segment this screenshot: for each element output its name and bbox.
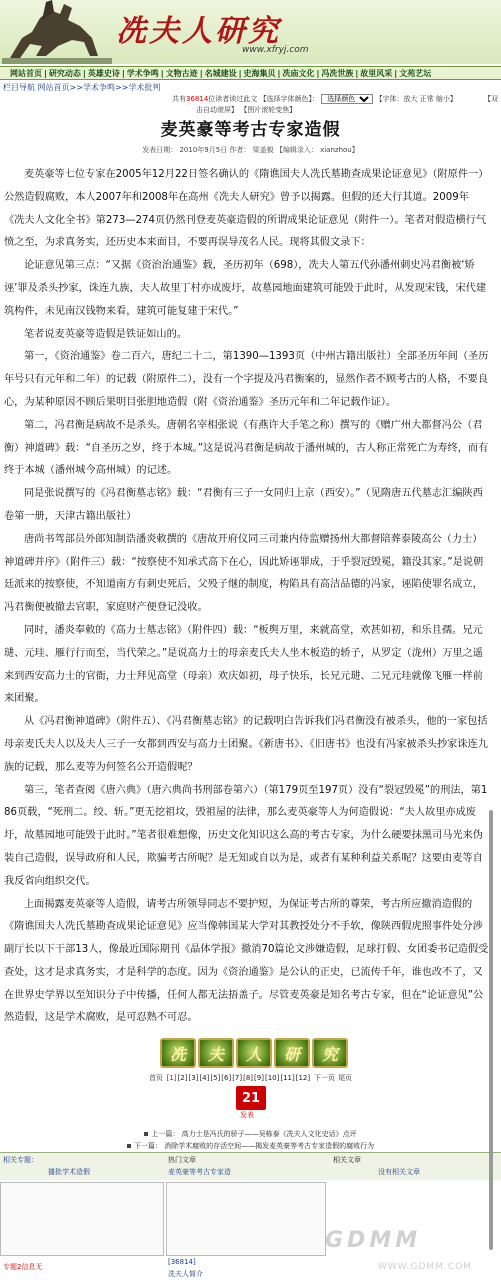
comment-label[interactable]: 发表 <box>240 1111 254 1119</box>
nav-item[interactable]: 学术争鸣 <box>126 68 159 78</box>
pager-page[interactable]: [7] <box>232 1074 243 1082</box>
article-paragraph: 第一，《资治通鉴》卷二百六，唐纪二十二，第1390—1393页（中州古籍出版社）全部圣历年间（圣历年号只有元年和二年）的记载（附原件二），没有一个字提及冯君衡案的，显然作者不顾考古的人格，不要良心，为某种原因不顾后果明目张胆地造假（附《资治通鉴》圣历元年和二年记载作证）。 <box>4 351 489 408</box>
nav-separator: | <box>160 68 164 78</box>
read-count: 36814 <box>186 95 209 103</box>
nav-separator: | <box>277 68 281 78</box>
pager-page[interactable]: [9] <box>254 1074 264 1082</box>
site-banner <box>0 0 501 64</box>
topic-info-empty: 专题2信息无 <box>3 1263 43 1271</box>
nav-separator: | <box>199 68 203 78</box>
article-paragraph: 论证意见第三点：“又据《资治治通鉴》载，圣历初年（698），冼夫人第五代孙潘州刺史冯君衡被‘矫诬’罪及杀头抄家，诛连九族，夫人故里丁村亦成废圩，故墓园地面建筑可能毁于此时，从发现宋钱，宋代建筑构件，未见南汉钱物来看，建筑可能复建于宋代。” <box>4 260 487 317</box>
font-color-select[interactable] <box>321 94 373 104</box>
font-size-controls[interactable]: 【字体：放大 正常 缩小】 <box>375 95 457 103</box>
read-count-prefix: 共有 <box>172 95 186 103</box>
nav-item[interactable]: 故里风采 <box>360 68 393 78</box>
breadcrumb[interactable]: 栏目导航 网站首页>>学术争鸣>>学术批判 <box>3 83 161 92</box>
pager-page[interactable]: [6] <box>221 1074 232 1082</box>
nav-item[interactable]: 文物古迹 <box>165 68 198 78</box>
next-article-link[interactable]: 下一篇： 消除学术腐败的存活空间——揭发麦英豪等考古专家造假的腐败行为 <box>0 1140 501 1152</box>
article-body <box>0 164 501 1030</box>
article-paragraph: 第二，冯君衡是病故不是杀头。唐朝名宰相张说（有燕许大手笔之称）撰写的《赠广州大都督冯公（君衡）神道碑》载：“自圣历之岁，终于本城。”这是说冯君衡是病故于潘州城的，古人称正常死亡为寿终，而有终于本城（潘州城今高州城）的记述。 <box>4 419 489 477</box>
pager-page[interactable]: [4] <box>199 1074 210 1082</box>
site-logo[interactable]: 冼夫人研究 <box>116 14 281 49</box>
related-articles-empty: 没有相关文章 <box>378 1168 420 1176</box>
scrollbar[interactable] <box>489 810 493 1250</box>
auto-scroll-toggle[interactable]: 击自动滚屏】 <box>196 106 238 114</box>
article-meta: 发表日期： 2010年9月5日 作者： 梁盖毅 【编辑录入： xianzhou】 <box>142 146 359 154</box>
horse-statue-icon <box>2 0 112 64</box>
pager-first[interactable]: 首页 <box>148 1074 163 1082</box>
nav-separator: | <box>238 68 242 78</box>
related-topic-link[interactable]: 播批学术造假 <box>48 1168 90 1176</box>
site-url: www.xfryj.com <box>242 45 309 55</box>
article-paragraph: 上面揭露麦英豪等人造假，请考古所领导同志不要护短，为保证考古所的尊荣，考古所应撤消造假的《隋谯国夫人冼氏墓勘查成果论证意见》应当像韩国某大学对其教授处分不手软，像陕西假虎照事件处分涉副厅长以下干部13人，像最近国际期刊《晶体学报》撤消70篇论文涉嫌造假，足球打假、女团委书记造假受查处，这才是求真务实，才是科学的态度。因为《资治通鉴》是公认的正史，已流传千年，谁也改不了，又在世界史学界以至知识分子中传播，任何人都无法捂盖子。尽管麦英豪是知名考古专家，但在“论证意见”公然造假，这是学术腐败，是可忍熟不可忍。 <box>4 898 489 1024</box>
hot-articles-box <box>166 1182 326 1256</box>
nav-separator: | <box>121 68 125 78</box>
article-paragraph: 从《冯君衡神道碑》（附件五）、《冯君衡墓志铭》的记载明白告诉我们冯君衡没有被杀头，他的一家包括母亲麦氏夫人以及夫人三子一女都到西安与高力士团聚。《新唐书》、《旧唐书》也没有冯家被杀头抄家诛连九族的记载，那么麦等为何签名公开造假呢？ <box>4 716 488 773</box>
article-paragraph: 同时，潘炎奉敕的《高力士墓志铭》（附件四）载：“板舆万里，来就高堂，欢甚如初，和乐且孺。兄元琎、元珪、雁行行而至，当代荣之。”是说高力士的母亲麦氏夫人坐木板造的轿子，从罗定（泷州）万里之遥来到西安高力士的官衙，力士拜见高堂（母亲）欢庆如初，母子快乐，长兄元琎、二兄元珪就像飞雁一样前来团聚。 <box>4 624 483 705</box>
bullet-icon <box>144 1132 148 1136</box>
nav-item[interactable]: 史海集贝 <box>243 68 276 78</box>
article-title: 麦英豪等考古专家造假 <box>160 120 341 140</box>
pager-page[interactable]: [8] <box>243 1074 254 1082</box>
prev-article-link[interactable]: 上一篇： 高力士是冯氏的骄子——吴栋泰《冼夫人文化史话》点评 <box>0 1128 501 1140</box>
nav-separator: | <box>44 68 47 78</box>
bullet-icon <box>127 1144 131 1148</box>
nav-separator: | <box>82 68 86 78</box>
article-paragraph: 唐尚书驾部员外郎知制诰潘炎敕撰的《唐故开府仪同三司兼内侍监赠扬州大都督陪葬泰陵高公（力士）神道碑并序》（附件三）载：“按察使不知承式高下在心，因此矫诬罪成，于乎裂冠毁冕，籍没其家。”是说朝廷派来的按察使，不知道南方有刺史死后，父殁子继的制度，构陷具有高洁品德的冯家，诬陷使罪名成立，冯君衡便被撤去官职，家庭财产便登记没收。 <box>4 533 484 614</box>
hot-articles-heading: 热门文章 <box>168 1156 196 1164</box>
pager-page[interactable]: [2] <box>177 1074 188 1082</box>
article-header <box>0 117 501 155</box>
read-count-suffix: 位读者读过此文 <box>208 95 258 103</box>
article-paragraph: 第三，笔者查阅《唐六典》（唐六典尚书刑部卷第六）（第179页至197页）没有“裂冠毁冕”的刑法，第186页载，“死刑二。绞、斩。”更无挖祖坟，毁祖屋的法律，那么麦英豪等人为何造假说：“夫人故里亦成废圩，故墓园地可能毁于此时。”笔者很难想像，历史文化知识这么高的考古专家，为什么硬要抹黑司马光来伪装自己造假，误导政府和人民，欺骗考古所呢？是无知或自以为是，或者有某种利益关系呢？这要由麦等自我反省向组织交代。 <box>4 784 488 887</box>
article-navigation <box>0 1128 501 1152</box>
medal-row <box>160 1038 348 1068</box>
nav-item[interactable]: 冯冼世族 <box>321 68 354 78</box>
pager-last[interactable]: 尾页 <box>338 1074 353 1082</box>
medal-icon[interactable]: 研 <box>274 1038 310 1068</box>
hot-article-link-1[interactable]: 麦英豪等考古专家造 <box>168 1168 231 1176</box>
pager-page[interactable]: [11] <box>280 1074 295 1082</box>
nav-separator: | <box>355 68 359 78</box>
nav-item[interactable]: 网站首页 <box>10 68 42 78</box>
medal-icon[interactable]: 究 <box>312 1038 348 1068</box>
nav-separator: | <box>394 68 398 78</box>
pager-page[interactable]: [1] <box>166 1074 177 1082</box>
pager-next[interactable]: 下一页 <box>313 1074 335 1082</box>
article-paragraph: 同是张说撰写的《冯君衡墓志铭》载：“君衡有三子一女同归上京（西安）。”（见隋唐五代墓志汇编陕西卷第一册，天津古籍出版社） <box>4 488 483 522</box>
pagination <box>0 1073 501 1083</box>
related-articles-heading: 相关文章 <box>333 1156 361 1164</box>
nav-item[interactable]: 研究动态 <box>48 68 81 78</box>
pager-page[interactable]: [5] <box>210 1074 221 1082</box>
pager-page[interactable]: [10] <box>264 1074 280 1082</box>
related-topics-heading: 相关专题： <box>3 1156 38 1164</box>
comment-count-badge[interactable]: 21 <box>236 1086 266 1110</box>
watermark-logo: GDMM <box>325 1228 422 1253</box>
medal-icon[interactable]: 冼 <box>160 1038 196 1068</box>
main-nav <box>0 66 501 80</box>
hot-article-link-2[interactable]: 冼夫人简介 <box>168 1270 203 1278</box>
medal-icon[interactable]: 夫 <box>198 1038 234 1068</box>
hot-count: [36814] <box>168 1258 196 1266</box>
article-paragraph: 麦英豪等七位专家在2005年12月22日签名确认的《隋谯国夫人冼氏墓勘查成果论证意见》（附原件一）公然造假腐败，本人2007年和2008年在高州《冼夫人研究》曾予以揭露。但假的还大行其道。2009年《冼夫人文化全书》第273—274页仍然刊登麦英豪造假的所谓成果论证意见（附件一）。笔者对假造横行气愤之至，为求真务实，还历史本来面目，不要再误导茂名人民。现将其假文录下： <box>4 169 489 249</box>
pager-page[interactable]: [12] <box>295 1074 311 1082</box>
image-zoom-toggle[interactable]: 【图片滚轮变焦】 <box>240 106 297 114</box>
pager-page[interactable]: [3] <box>188 1074 199 1082</box>
nav-item[interactable]: 文苑艺坛 <box>399 68 432 78</box>
double-click-scroll-start[interactable]: 【双 <box>484 95 498 103</box>
font-color-label: 【选择字体颜色】： <box>259 95 320 103</box>
nav-item[interactable]: 冼庙文化 <box>282 68 315 78</box>
watermark-url: WWW.GDMM.COM <box>378 1262 472 1272</box>
related-topics-box <box>0 1182 164 1256</box>
nav-item[interactable]: 名城建设 <box>204 68 237 78</box>
article-paragraph: 笔者说麦英豪等造假是铁证如山的。 <box>24 328 187 340</box>
nav-separator: | <box>316 68 320 78</box>
medal-icon[interactable]: 人 <box>236 1038 272 1068</box>
nav-item[interactable]: 英雄史诗 <box>87 68 120 78</box>
